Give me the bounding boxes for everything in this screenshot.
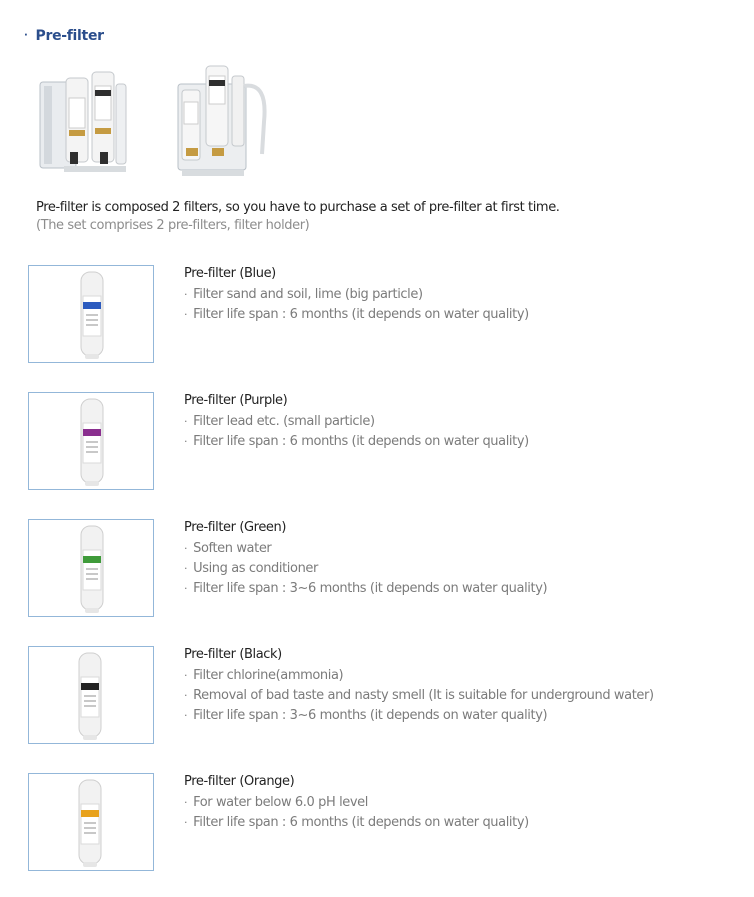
product-info xyxy=(184,519,547,599)
product-name: Pre-filter (Purple) xyxy=(184,393,288,408)
product-item-blue xyxy=(28,265,748,363)
bullet-icon: · xyxy=(184,709,188,722)
product-item-orange xyxy=(28,773,748,871)
feature-item: · Filter chlorine(ammonia) xyxy=(184,668,344,683)
filter-thumbnail xyxy=(28,392,154,490)
product-info xyxy=(184,773,529,833)
product-name: Pre-filter (Blue) xyxy=(184,266,276,281)
product-item-purple xyxy=(28,392,748,490)
bullet-icon: · xyxy=(184,415,188,428)
product-name: Pre-filter (Black) xyxy=(184,647,282,662)
bullet-icon: · xyxy=(24,30,28,41)
bullet-icon: · xyxy=(184,796,188,809)
bullet-icon: · xyxy=(184,308,188,321)
feature-list xyxy=(184,666,654,726)
feature-item: · Filter life span : 6 months (it depends on water quality) xyxy=(184,815,529,830)
bullet-icon: · xyxy=(184,816,188,829)
feature-item: · Filter life span : 3~6 months (it depends on water quality) xyxy=(184,581,548,596)
feature-item: · Soften water xyxy=(184,541,272,556)
bullet-icon: · xyxy=(184,435,188,448)
bullet-icon: · xyxy=(184,582,188,595)
bullet-icon: · xyxy=(184,288,188,301)
bullet-icon: · xyxy=(184,689,188,702)
product-item-black xyxy=(28,646,748,744)
intro-text xyxy=(36,200,736,233)
bullet-icon: · xyxy=(184,669,188,682)
hero-image xyxy=(36,62,276,184)
section-title-text: Pre-filter xyxy=(35,28,104,44)
product-info xyxy=(184,646,654,726)
section-title xyxy=(24,28,104,44)
feature-item: · Using as conditioner xyxy=(184,561,318,576)
intro-main: Pre-filter is composed 2 filters, so you have to purchase a set of pre-filter at first time. xyxy=(36,200,560,215)
feature-list xyxy=(184,793,529,833)
feature-list xyxy=(184,412,529,452)
feature-item: · Filter life span : 3~6 months (it depends on water quality) xyxy=(184,708,548,723)
product-name: Pre-filter (Green) xyxy=(184,520,287,535)
filter-thumbnail xyxy=(28,646,154,744)
filter-thumbnail xyxy=(28,265,154,363)
feature-item: · For water below 6.0 pH level xyxy=(184,795,368,810)
filter-thumbnail xyxy=(28,773,154,871)
feature-list xyxy=(184,539,547,599)
feature-item: · Filter life span : 6 months (it depends on water quality) xyxy=(184,434,529,449)
bullet-icon: · xyxy=(184,562,188,575)
bullet-icon: · xyxy=(184,542,188,555)
feature-item: · Filter lead etc. (small particle) xyxy=(184,414,375,429)
feature-item: · Filter life span : 6 months (it depends on water quality) xyxy=(184,307,529,322)
product-info xyxy=(184,392,529,452)
product-info xyxy=(184,265,529,325)
product-name: Pre-filter (Orange) xyxy=(184,774,295,789)
feature-item: · Filter sand and soil, lime (big particle) xyxy=(184,287,423,302)
feature-list xyxy=(184,285,529,325)
intro-sub: (The set comprises 2 pre-filters, filter holder) xyxy=(36,218,310,233)
feature-item: · Removal of bad taste and nasty smell (It is suitable for underground water) xyxy=(184,688,654,703)
filter-thumbnail xyxy=(28,519,154,617)
product-item-green xyxy=(28,519,748,617)
